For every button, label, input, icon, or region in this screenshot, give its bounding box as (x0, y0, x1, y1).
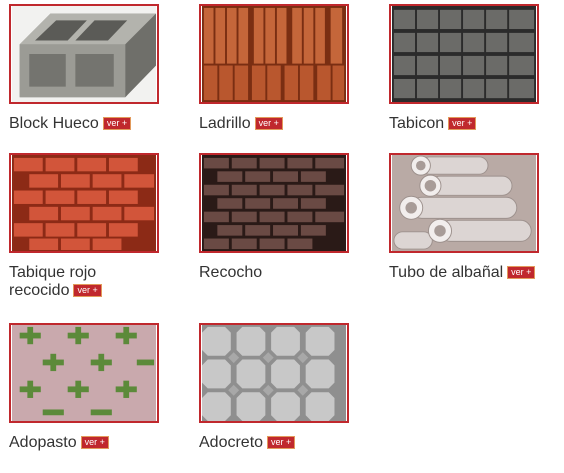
brick-stack-image (201, 6, 347, 102)
ver-mas-button[interactable]: ver + (448, 117, 476, 130)
product-image-tabique-rojo[interactable] (9, 153, 159, 253)
product-image-adocreto[interactable] (199, 323, 349, 423)
product-caption (199, 434, 361, 452)
product-name-line1: Tabique rojo (9, 264, 97, 281)
grass-paver-image (11, 325, 157, 421)
product-name-line2: recocido (9, 282, 70, 299)
product-name: Tabicon (389, 115, 445, 132)
product-image-tabicon[interactable] (389, 4, 539, 104)
product-image-adopasto[interactable] (9, 323, 159, 423)
hollow-block-image (11, 6, 157, 102)
product-tabique-rojo-recocido[interactable] (9, 153, 171, 303)
product-tubo-de-albanal[interactable] (389, 153, 551, 303)
ver-mas-button[interactable]: ver + (73, 284, 101, 297)
concrete-pipes-image (391, 155, 537, 251)
tabicon-image (391, 6, 537, 102)
product-caption (9, 264, 171, 300)
product-name: Recocho (199, 264, 263, 281)
red-brick-stack-image (11, 155, 157, 251)
product-name: Ladrillo (199, 115, 251, 132)
ver-mas-button[interactable]: ver + (103, 117, 131, 130)
product-image-ladrillo[interactable] (199, 4, 349, 104)
product-recocho[interactable] (199, 153, 361, 303)
product-name: Tubo de albañal (389, 264, 504, 281)
product-name: Adocreto (199, 434, 264, 451)
ver-mas-button[interactable]: ver + (507, 266, 535, 279)
product-image-block-hueco[interactable] (9, 4, 159, 104)
product-name: Adopasto (9, 434, 77, 451)
product-block-hueco[interactable] (9, 4, 171, 154)
product-image-tubo-de-albanal[interactable] (389, 153, 539, 253)
brick-wall-image (201, 155, 347, 251)
ver-mas-button[interactable]: ver + (81, 436, 109, 449)
ver-mas-button[interactable]: ver + (267, 436, 295, 449)
product-caption (389, 264, 551, 282)
product-caption (9, 115, 171, 133)
product-caption (199, 115, 361, 133)
product-name: Block Hueco (9, 115, 99, 132)
product-adopasto[interactable] (9, 323, 171, 473)
product-adocreto[interactable] (199, 323, 361, 473)
product-caption (199, 264, 361, 282)
product-ladrillo[interactable] (199, 4, 361, 154)
product-caption (389, 115, 551, 133)
ver-mas-button[interactable]: ver + (255, 117, 283, 130)
product-image-recocho[interactable] (199, 153, 349, 253)
concrete-paver-image (201, 325, 347, 421)
product-tabicon[interactable] (389, 4, 551, 154)
product-caption (9, 434, 171, 452)
